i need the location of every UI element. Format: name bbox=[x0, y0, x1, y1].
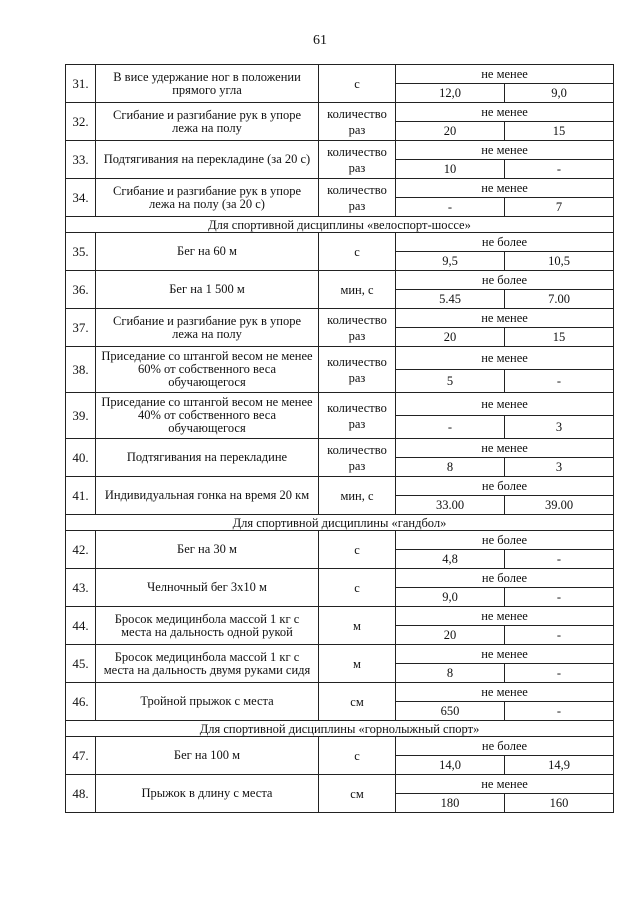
table-row bbox=[66, 103, 614, 122]
norm-header: не менее bbox=[396, 645, 614, 664]
exercise-name: Сгибание и разгибание рук в упоре лежа на полу bbox=[96, 103, 319, 141]
row-number: 41. bbox=[66, 477, 96, 515]
section-row bbox=[66, 515, 614, 531]
row-number: 40. bbox=[66, 439, 96, 477]
row-number: 46. bbox=[66, 683, 96, 721]
value-1: 650 bbox=[396, 702, 505, 721]
section-title: Для спортивной дисциплины «гандбол» bbox=[66, 515, 614, 531]
unit-cell: м bbox=[319, 607, 396, 645]
exercise-name: Приседание со штангой весом не менее 40% от собственного веса обучающегося bbox=[96, 393, 319, 439]
value-2: 3 bbox=[505, 458, 614, 477]
value-1: 5 bbox=[396, 370, 505, 393]
norm-header: не менее bbox=[396, 347, 614, 370]
unit-cell: количество раз bbox=[319, 309, 396, 347]
page-number: 61 bbox=[313, 33, 327, 48]
value-1: 14,0 bbox=[396, 756, 505, 775]
value-2: - bbox=[505, 702, 614, 721]
row-number: 33. bbox=[66, 141, 96, 179]
value-2: - bbox=[505, 160, 614, 179]
table-row bbox=[66, 569, 614, 588]
table-row bbox=[66, 775, 614, 794]
exercise-name: Бег на 100 м bbox=[96, 737, 319, 775]
table-row bbox=[66, 645, 614, 664]
unit-cell: количество раз bbox=[319, 141, 396, 179]
table-row bbox=[66, 179, 614, 198]
value-2: 7.00 bbox=[505, 290, 614, 309]
exercise-name: Приседание со штангой весом не менее 60% от собственного веса обучающегося bbox=[96, 347, 319, 393]
exercise-name: Бег на 60 м bbox=[96, 233, 319, 271]
norm-header: не более bbox=[396, 569, 614, 588]
row-number: 37. bbox=[66, 309, 96, 347]
norm-header: не менее bbox=[396, 775, 614, 794]
value-2: - bbox=[505, 550, 614, 569]
table-row bbox=[66, 531, 614, 550]
exercise-name: Сгибание и разгибание рук в упоре лежа на полу (за 20 с) bbox=[96, 179, 319, 217]
value-2: 14,9 bbox=[505, 756, 614, 775]
value-2: - bbox=[505, 626, 614, 645]
exercise-name: Подтягивания на перекладине (за 20 с) bbox=[96, 141, 319, 179]
table-row bbox=[66, 737, 614, 756]
table-row bbox=[66, 233, 614, 252]
value-2: 3 bbox=[505, 416, 614, 439]
unit-cell: количество раз bbox=[319, 347, 396, 393]
row-number: 44. bbox=[66, 607, 96, 645]
row-number: 31. bbox=[66, 65, 96, 103]
value-1: 180 bbox=[396, 794, 505, 813]
norm-header: не менее bbox=[396, 683, 614, 702]
standards-table bbox=[65, 64, 614, 813]
unit-cell: количество раз bbox=[319, 103, 396, 141]
norm-header: не менее bbox=[396, 439, 614, 458]
value-2: 15 bbox=[505, 328, 614, 347]
section-title: Для спортивной дисциплины «велоспорт-шоссе» bbox=[66, 217, 614, 233]
section-title: Для спортивной дисциплины «горнолыжный спорт» bbox=[66, 721, 614, 737]
norm-header: не менее bbox=[396, 309, 614, 328]
value-1: 8 bbox=[396, 458, 505, 477]
table-row bbox=[66, 607, 614, 626]
table-row bbox=[66, 141, 614, 160]
value-1: - bbox=[396, 198, 505, 217]
unit-cell: мин, с bbox=[319, 477, 396, 515]
exercise-name: Сгибание и разгибание рук в упоре лежа на полу bbox=[96, 309, 319, 347]
unit-cell: м bbox=[319, 645, 396, 683]
unit-cell: количество раз bbox=[319, 439, 396, 477]
table-row bbox=[66, 347, 614, 370]
value-1: 4,8 bbox=[396, 550, 505, 569]
value-2: 160 bbox=[505, 794, 614, 813]
row-number: 47. bbox=[66, 737, 96, 775]
exercise-name: Прыжок в длину с места bbox=[96, 775, 319, 813]
norm-header: не более bbox=[396, 477, 614, 496]
unit-cell: см bbox=[319, 683, 396, 721]
exercise-name: Бросок медицинбола массой 1 кг с места на дальность двумя руками сидя bbox=[96, 645, 319, 683]
table-row bbox=[66, 309, 614, 328]
exercise-name: Бег на 1 500 м bbox=[96, 271, 319, 309]
row-number: 45. bbox=[66, 645, 96, 683]
row-number: 32. bbox=[66, 103, 96, 141]
table-row bbox=[66, 477, 614, 496]
row-number: 35. bbox=[66, 233, 96, 271]
norm-header: не более bbox=[396, 271, 614, 290]
unit-cell: с bbox=[319, 569, 396, 607]
table-row bbox=[66, 271, 614, 290]
value-2: - bbox=[505, 370, 614, 393]
norm-header: не менее bbox=[396, 65, 614, 84]
norm-header: не более bbox=[396, 233, 614, 252]
unit-cell: см bbox=[319, 775, 396, 813]
value-2: 9,0 bbox=[505, 84, 614, 103]
table-row bbox=[66, 683, 614, 702]
value-1: 5.45 bbox=[396, 290, 505, 309]
unit-cell: с bbox=[319, 233, 396, 271]
norm-header: не более bbox=[396, 737, 614, 756]
norm-header: не менее bbox=[396, 141, 614, 160]
unit-cell: количество раз bbox=[319, 179, 396, 217]
unit-cell: количество раз bbox=[319, 393, 396, 439]
row-number: 34. bbox=[66, 179, 96, 217]
value-1: 33.00 bbox=[396, 496, 505, 515]
value-2: - bbox=[505, 664, 614, 683]
norm-header: не менее bbox=[396, 393, 614, 416]
row-number: 38. bbox=[66, 347, 96, 393]
value-2: 15 bbox=[505, 122, 614, 141]
exercise-name: Тройной прыжок с места bbox=[96, 683, 319, 721]
table-row bbox=[66, 65, 614, 84]
norm-header: не более bbox=[396, 531, 614, 550]
value-1: 20 bbox=[396, 328, 505, 347]
exercise-name: Индивидуальная гонка на время 20 км bbox=[96, 477, 319, 515]
unit-cell: с bbox=[319, 737, 396, 775]
value-1: 20 bbox=[396, 122, 505, 141]
table-row bbox=[66, 439, 614, 458]
value-1: 20 bbox=[396, 626, 505, 645]
row-number: 39. bbox=[66, 393, 96, 439]
exercise-name: В висе удержание ног в положении прямого угла bbox=[96, 65, 319, 103]
section-row bbox=[66, 217, 614, 233]
section-row bbox=[66, 721, 614, 737]
value-2: 39.00 bbox=[505, 496, 614, 515]
row-number: 43. bbox=[66, 569, 96, 607]
table-row bbox=[66, 393, 614, 416]
value-2: 10,5 bbox=[505, 252, 614, 271]
row-number: 36. bbox=[66, 271, 96, 309]
unit-cell: мин, с bbox=[319, 271, 396, 309]
row-number: 42. bbox=[66, 531, 96, 569]
unit-cell: с bbox=[319, 65, 396, 103]
norm-header: не менее bbox=[396, 607, 614, 626]
unit-cell: с bbox=[319, 531, 396, 569]
value-1: 9,5 bbox=[396, 252, 505, 271]
exercise-name: Подтягивания на перекладине bbox=[96, 439, 319, 477]
value-1: 12,0 bbox=[396, 84, 505, 103]
value-1: - bbox=[396, 416, 505, 439]
exercise-name: Бросок медицинбола массой 1 кг с места на дальность одной рукой bbox=[96, 607, 319, 645]
value-1: 9,0 bbox=[396, 588, 505, 607]
exercise-name: Бег на 30 м bbox=[96, 531, 319, 569]
row-number: 48. bbox=[66, 775, 96, 813]
exercise-name: Челночный бег 3х10 м bbox=[96, 569, 319, 607]
value-1: 10 bbox=[396, 160, 505, 179]
norm-header: не менее bbox=[396, 103, 614, 122]
norm-header: не менее bbox=[396, 179, 614, 198]
value-2: - bbox=[505, 588, 614, 607]
value-2: 7 bbox=[505, 198, 614, 217]
value-1: 8 bbox=[396, 664, 505, 683]
